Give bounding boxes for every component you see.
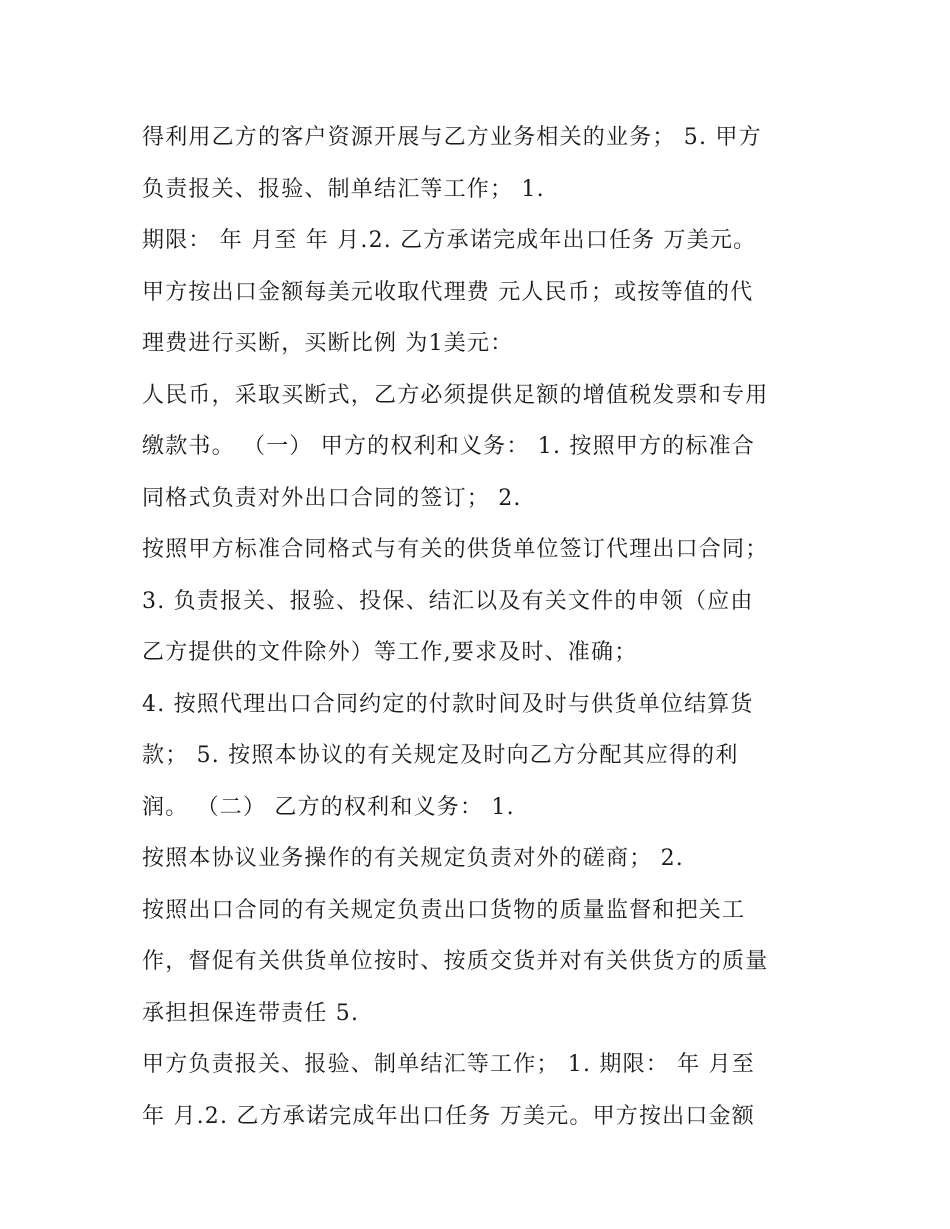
text-line: 作，督促有关供货单位按时、按质交货并对有关供货方的质量 (142, 949, 769, 974)
text-line: 润。 （二） 乙方的权利和义务： 1. (142, 794, 515, 820)
text-line: 3. 负责报关、报验、投保、结汇以及有关文件的申领（应由 (142, 588, 754, 614)
text-line: 乙方提供的文件除外）等工作,要求及时、准确； (142, 640, 638, 665)
text-line: 按照甲方标准合同格式与有关的供货单位签订代理出口合同； (142, 537, 769, 562)
text-line: 缴款书。 （一） 甲方的权利和义务： 1. 按照甲方的标准合 (142, 434, 755, 459)
text-line: 按照出口合同的有关规定负责出口货物的质量监督和把关工 (142, 897, 746, 923)
text-line: 甲方负责报关、报验、制单结汇等工作； 1. 期限： 年 月至 (142, 1052, 755, 1077)
text-line: 理费进行买断，买断比例 为1美元： (142, 331, 514, 356)
text-line: 甲方按出口金额每美元收取代理费 元人民币；或按等值的代 (142, 279, 754, 305)
text-line: 得利用乙方的客户资源开展与乙方业务相关的业务； 5. 甲方 (142, 125, 762, 150)
text-line: 期限： 年 月至 年 月.2. 乙方承诺完成年出口任务 万美元。 (142, 228, 757, 253)
text-line: 负责报关、报验、制单结汇等工作； 1. (142, 176, 545, 202)
text-line: 承担担保连带责任 5. (142, 1000, 360, 1026)
text-line: 4. 按照代理出口合同约定的付款时间及时与供货单位结算货 (142, 691, 754, 717)
text-line: 年 月.2. 乙方承诺完成年出口任务 万美元。甲方按出口金额 (142, 1103, 755, 1129)
text-line: 人民币，采取买断式，乙方必须提供足额的增值税发票和专用 (142, 382, 769, 408)
document-body (142, 112, 842, 1142)
text-line: 按照本协议业务操作的有关规定负责对外的磋商； 2. (142, 846, 684, 871)
text-line: 同格式负责对外出口合同的签订； 2. (142, 485, 522, 511)
text-line: 款； 5. 按照本协议的有关规定及时向乙方分配其应得的利 (142, 743, 739, 768)
